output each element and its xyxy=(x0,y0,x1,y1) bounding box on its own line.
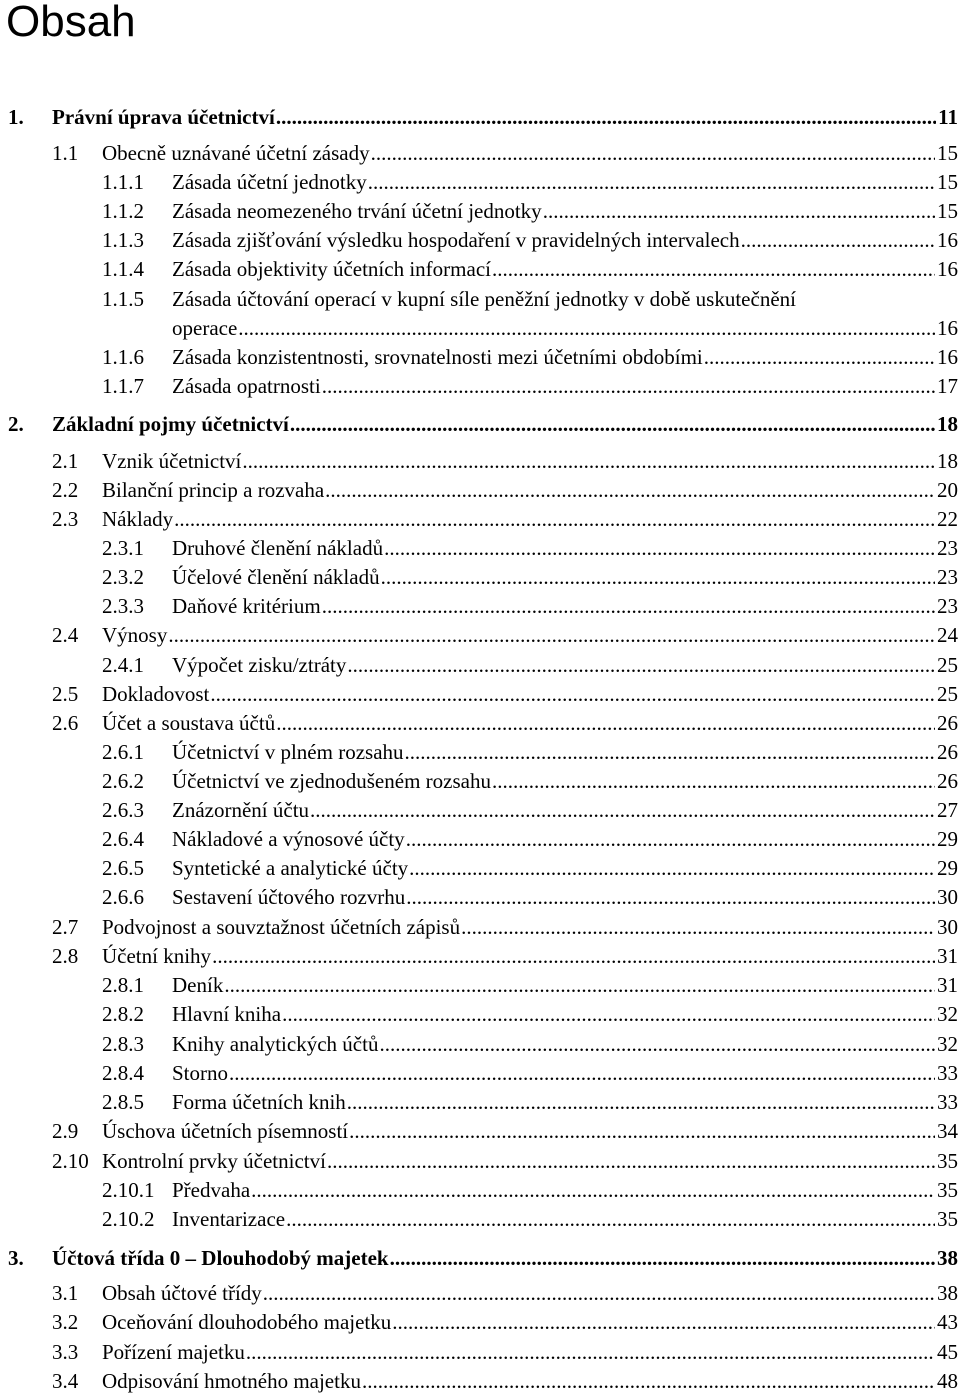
toc-entry[interactable] xyxy=(102,198,958,224)
toc-entry-page: 16 xyxy=(937,257,958,281)
toc-entry-page: 23 xyxy=(937,536,958,560)
toc-entry-number: 2.2 xyxy=(52,478,79,502)
toc-entry[interactable] xyxy=(102,535,958,561)
toc-entry-title: Pořízení majetku xyxy=(102,1340,245,1364)
toc-entry-page: 32 xyxy=(937,1002,958,1026)
toc-entry-title: Zásada účtování operací v kupní síle peněžní jednotky v době uskutečnění xyxy=(172,287,796,311)
dot-leader xyxy=(379,1031,935,1057)
toc-entry[interactable] xyxy=(102,855,958,881)
toc-entry-number: 2.3.2 xyxy=(102,565,144,589)
toc-entry-number: 2.9 xyxy=(52,1119,79,1143)
toc-entry-page: 30 xyxy=(937,915,958,939)
toc-entry[interactable] xyxy=(8,104,958,130)
toc-entry-page: 27 xyxy=(937,798,958,822)
toc-entry-page: 15 xyxy=(937,141,958,165)
toc-entry-page: 35 xyxy=(937,1149,958,1173)
toc-entry[interactable] xyxy=(52,1118,958,1144)
toc-entry-page: 34 xyxy=(937,1119,958,1143)
toc-entry-title: Účetní knihy xyxy=(102,944,212,968)
toc-entry[interactable] xyxy=(52,477,958,503)
toc-entry-number: 2.4 xyxy=(52,623,79,647)
dot-leader xyxy=(210,681,935,707)
toc-entry[interactable] xyxy=(8,1245,958,1271)
toc-entry-title: Obecně uznávané účetní zásady xyxy=(102,141,370,165)
toc-entry-title: Výnosy xyxy=(102,623,168,647)
toc-entry-title: Druhové členění nákladů xyxy=(172,536,384,560)
toc-entry-page: 16 xyxy=(937,316,958,340)
toc-entry-title-continued: operace xyxy=(172,316,238,340)
toc-entry-page: 33 xyxy=(937,1090,958,1114)
toc-entry[interactable] xyxy=(102,373,958,399)
toc-entry-title: Zásada konzistentnosti, srovnatelnosti mezi účetními obdobími xyxy=(172,345,703,369)
toc-entry[interactable] xyxy=(102,1060,958,1086)
toc-entry-page: 16 xyxy=(937,228,958,252)
toc-entry-title: Účet a soustava účtů xyxy=(102,711,276,735)
dot-leader xyxy=(212,943,935,969)
toc-entry-title: Základní pojmy účetnictví xyxy=(52,412,289,436)
toc-entry-number: 1.1.5 xyxy=(102,287,144,311)
dot-leader xyxy=(409,855,935,881)
toc-entry-title: Předvaha xyxy=(172,1178,251,1202)
toc-entry[interactable] xyxy=(102,1089,958,1115)
toc-entry-title: Zásada objektivity účetních informací xyxy=(172,257,491,281)
toc-entry-page: 23 xyxy=(937,594,958,618)
toc-entry-number: 2.10.1 xyxy=(102,1178,155,1202)
toc-entry-number: 2.10.2 xyxy=(102,1207,155,1231)
toc-entry-number: 1.1.1 xyxy=(102,170,144,194)
toc-entry[interactable] xyxy=(52,140,958,166)
toc-entry-number: 1.1 xyxy=(52,141,79,165)
toc-entry-number: 2.8.5 xyxy=(102,1090,144,1114)
toc-entry-number: 3.2 xyxy=(52,1310,79,1334)
toc-entry-page: 26 xyxy=(937,769,958,793)
toc-entry[interactable] xyxy=(8,411,958,437)
toc-entry-title: Účtová třída 0 – Dlouhodobý majetek xyxy=(52,1246,389,1270)
toc-entry-number: 2.6.1 xyxy=(102,740,144,764)
toc-entry[interactable] xyxy=(52,622,958,648)
toc-entry[interactable] xyxy=(52,1148,958,1174)
toc-entry[interactable] xyxy=(52,506,958,532)
toc-entry-title: Daňové kritérium xyxy=(172,594,321,618)
toc-entry-number: 2.3.3 xyxy=(102,594,144,618)
toc-entry-page: 38 xyxy=(937,1246,958,1270)
toc-entry-number: 1.1.3 xyxy=(102,228,144,252)
toc-entry-page: 15 xyxy=(937,199,958,223)
toc-entry-title: Zásada opatrnosti xyxy=(172,374,321,398)
dot-leader xyxy=(704,344,935,370)
dot-leader xyxy=(322,593,935,619)
toc-entry-page: 29 xyxy=(937,856,958,880)
toc-entry[interactable] xyxy=(102,1177,958,1203)
toc-entry-title: Obsah účtové třídy xyxy=(102,1281,262,1305)
toc-entry-page: 35 xyxy=(937,1178,958,1202)
toc-entry[interactable] xyxy=(52,1368,958,1394)
toc-entry-title: Úschova účetních písemností xyxy=(102,1119,349,1143)
toc-entry[interactable] xyxy=(102,169,958,195)
dot-leader xyxy=(327,1148,935,1174)
dot-leader xyxy=(405,739,935,765)
toc-entry-page: 16 xyxy=(937,345,958,369)
toc-entry-page: 24 xyxy=(937,623,958,647)
toc-entry-page: 18 xyxy=(937,449,958,473)
toc-entry-title: Zásada zjišťování výsledku hospodaření v pravidelných intervalech xyxy=(172,228,740,252)
toc-entry-title: Storno xyxy=(172,1061,229,1085)
toc-entry-number: 2.8 xyxy=(52,944,79,968)
toc-entry[interactable] xyxy=(102,286,958,312)
dot-leader xyxy=(290,411,935,437)
toc-entry-number: 2.1 xyxy=(52,449,79,473)
dot-leader xyxy=(229,1060,935,1086)
toc-entry-number: 3.3 xyxy=(52,1340,79,1364)
dot-leader xyxy=(174,506,935,532)
toc-entry-number: 3.4 xyxy=(52,1369,79,1393)
toc-entry[interactable] xyxy=(102,884,958,910)
toc-entry[interactable] xyxy=(52,448,958,474)
toc-entry-number: 2.8.1 xyxy=(102,973,144,997)
toc-entry-number: 2.10 xyxy=(52,1149,89,1173)
toc-entry[interactable] xyxy=(52,681,958,707)
toc-entry-continuation[interactable] xyxy=(172,315,958,341)
toc-entry-page: 31 xyxy=(937,973,958,997)
toc-entry-page: 20 xyxy=(937,478,958,502)
toc-entry-title: Knihy analytických účtů xyxy=(172,1032,379,1056)
dot-leader xyxy=(224,972,935,998)
dot-leader xyxy=(347,1089,935,1115)
toc-entry-number: 1.1.2 xyxy=(102,199,144,223)
toc-entry-number: 2.6.6 xyxy=(102,885,144,909)
toc-entry-number: 2.3.1 xyxy=(102,536,144,560)
dot-leader xyxy=(381,564,935,590)
dot-leader xyxy=(282,1001,935,1027)
toc-entry-number: 1.1.7 xyxy=(102,374,144,398)
toc-entry[interactable] xyxy=(102,826,958,852)
dot-leader xyxy=(406,884,935,910)
toc-entry-number: 1.1.4 xyxy=(102,257,144,281)
toc-entry-title: Zásada účetní jednotky xyxy=(172,170,367,194)
toc-entry-number: 2.6.5 xyxy=(102,856,144,880)
toc-entry-number: 3.1 xyxy=(52,1281,79,1305)
toc-entry[interactable] xyxy=(102,768,958,794)
toc-entry-number: 2.3 xyxy=(52,507,79,531)
toc-entry-title: Účetnictví ve zjednodušeném rozsahu xyxy=(172,769,491,793)
toc-entry-page: 32 xyxy=(937,1032,958,1056)
toc-entry[interactable] xyxy=(52,1309,958,1335)
toc-entry[interactable] xyxy=(102,227,958,253)
toc-entry-page: 17 xyxy=(937,374,958,398)
toc-entry[interactable] xyxy=(102,1031,958,1057)
dot-leader xyxy=(390,1245,935,1271)
toc-entry-title: Vznik účetnictví xyxy=(102,449,242,473)
toc-entry-page: 26 xyxy=(937,740,958,764)
toc-entry-title: Hlavní kniha xyxy=(172,1002,282,1026)
toc-entry-number: 2.6 xyxy=(52,711,79,735)
dot-leader xyxy=(276,710,935,736)
toc-entry[interactable] xyxy=(52,914,958,940)
dot-leader xyxy=(325,477,935,503)
toc-entry-title: Deník xyxy=(172,973,224,997)
toc-entry[interactable] xyxy=(52,710,958,736)
toc-entry-title: Dokladovost xyxy=(102,682,210,706)
toc-entry-title: Sestavení účtového rozvrhu xyxy=(172,885,406,909)
toc-entry-number: 2.8.2 xyxy=(102,1002,144,1026)
dot-leader xyxy=(286,1206,935,1232)
dot-leader xyxy=(492,256,935,282)
dot-leader xyxy=(392,1309,935,1335)
toc-entry-title: Kontrolní prvky účetnictví xyxy=(102,1149,326,1173)
toc-entry-page: 30 xyxy=(937,885,958,909)
toc-entry-page: 48 xyxy=(937,1369,958,1393)
toc-entry-title: Syntetické a analytické účty xyxy=(172,856,409,880)
dot-leader xyxy=(276,104,936,130)
dot-leader xyxy=(246,1339,935,1365)
dot-leader xyxy=(362,1368,935,1394)
toc-entry-title: Zásada neomezeného trvání účetní jednotky xyxy=(172,199,542,223)
toc-entry-number: 2. xyxy=(8,412,24,436)
toc-entry[interactable] xyxy=(102,797,958,823)
toc-entry-number: 1. xyxy=(8,105,24,129)
toc-entry[interactable] xyxy=(52,1339,958,1365)
toc-entry-number: 2.8.4 xyxy=(102,1061,144,1085)
toc-entry-title: Právní úprava účetnictví xyxy=(52,105,275,129)
toc-entry-number: 3. xyxy=(8,1246,24,1270)
toc-entry-page: 33 xyxy=(937,1061,958,1085)
toc-entry-title: Výpočet zisku/ztráty xyxy=(172,653,347,677)
toc-entry-page: 15 xyxy=(937,170,958,194)
toc-entry[interactable] xyxy=(52,1280,958,1306)
toc-entry-number: 2.4.1 xyxy=(102,653,144,677)
toc-entry-title: Odpisování hmotného majetku xyxy=(102,1369,361,1393)
toc-entry[interactable] xyxy=(102,972,958,998)
toc-entry-page: 22 xyxy=(937,507,958,531)
toc-entry-number: 2.6.3 xyxy=(102,798,144,822)
toc-entry-number: 1.1.6 xyxy=(102,345,144,369)
toc-entry-number: 2.6.2 xyxy=(102,769,144,793)
toc-entry-title: Oceňování dlouhodobého majetku xyxy=(102,1310,392,1334)
dot-leader xyxy=(242,448,935,474)
toc-entry-page: 18 xyxy=(937,412,958,436)
toc-entry-page: 11 xyxy=(938,105,958,129)
toc-entry-page: 26 xyxy=(937,711,958,735)
toc-entry-number: 2.7 xyxy=(52,915,79,939)
dot-leader xyxy=(168,622,935,648)
dot-leader xyxy=(347,652,935,678)
toc-entry-page: 23 xyxy=(937,565,958,589)
toc-entry-page: 35 xyxy=(937,1207,958,1231)
toc-entry-number: 2.8.3 xyxy=(102,1032,144,1056)
dot-leader xyxy=(371,140,935,166)
dot-leader xyxy=(238,315,935,341)
toc-entry-number: 2.6.4 xyxy=(102,827,144,851)
toc-entry-title: Účetnictví v plném rozsahu xyxy=(172,740,404,764)
toc-entry[interactable] xyxy=(102,256,958,282)
dot-leader xyxy=(263,1280,935,1306)
toc-entry[interactable] xyxy=(102,564,958,590)
dot-leader xyxy=(384,535,935,561)
toc-entry-title: Inventarizace xyxy=(172,1207,286,1231)
toc-entry-title: Nákladové a výnosové účty xyxy=(172,827,405,851)
toc-entry-title: Účelové členění nákladů xyxy=(172,565,380,589)
dot-leader xyxy=(251,1177,935,1203)
page-title: Obsah xyxy=(6,0,136,46)
toc-entry-page: 29 xyxy=(937,827,958,851)
toc-entry[interactable] xyxy=(102,344,958,370)
toc-entry[interactable] xyxy=(102,739,958,765)
toc-entry-title: Náklady xyxy=(102,507,174,531)
dot-leader xyxy=(406,826,935,852)
toc-entry[interactable] xyxy=(102,1206,958,1232)
toc-entry-title: Bilanční princip a rozvaha xyxy=(102,478,325,502)
toc-entry[interactable] xyxy=(102,652,958,678)
toc-entry-title: Podvojnost a souvztažnost účetních zápisů xyxy=(102,915,461,939)
dot-leader xyxy=(461,914,935,940)
toc-entry-number: 2.5 xyxy=(52,682,79,706)
toc-entry-page: 43 xyxy=(937,1310,958,1334)
toc-entry-page: 38 xyxy=(937,1281,958,1305)
dot-leader xyxy=(543,198,935,224)
dot-leader xyxy=(322,373,935,399)
toc-entry-page: 45 xyxy=(937,1340,958,1364)
toc-entry-page: 25 xyxy=(937,653,958,677)
toc-entry[interactable] xyxy=(102,593,958,619)
toc-entry-page: 25 xyxy=(937,682,958,706)
dot-leader xyxy=(349,1118,935,1144)
toc-entry-title: Znázornění účtu xyxy=(172,798,310,822)
toc-entry[interactable] xyxy=(52,943,958,969)
dot-leader xyxy=(492,768,935,794)
toc-entry-page: 31 xyxy=(937,944,958,968)
toc-entry-title: Forma účetních knih xyxy=(172,1090,346,1114)
dot-leader xyxy=(368,169,935,195)
dot-leader xyxy=(310,797,935,823)
toc-entry[interactable] xyxy=(102,1001,958,1027)
dot-leader xyxy=(741,227,935,253)
